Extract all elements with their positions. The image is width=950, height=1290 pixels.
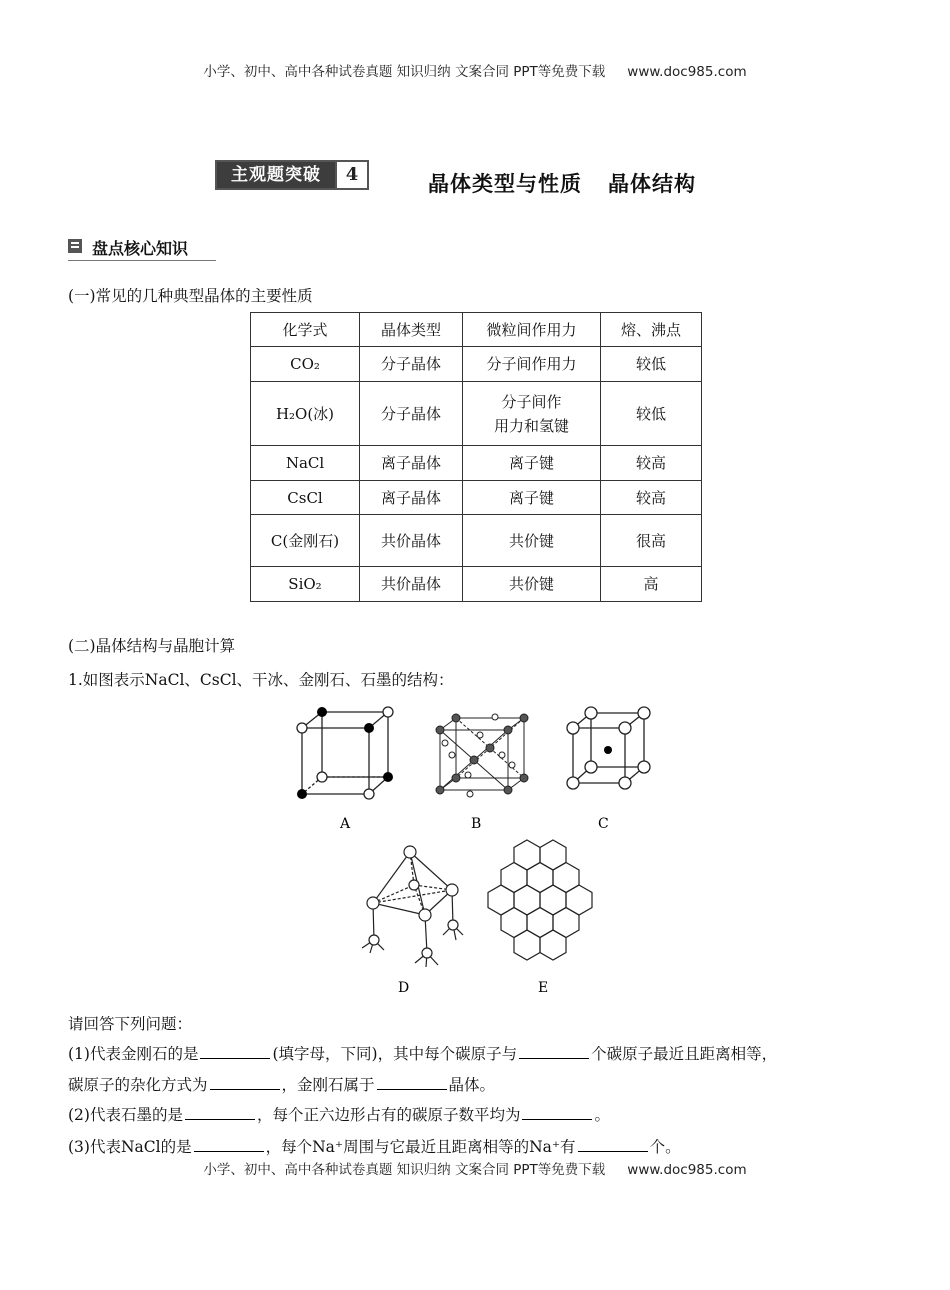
question-1-line1 [68,1042,777,1064]
title-part1: 晶体类型与性质 [428,172,582,196]
q1-text-d: 碳原子的杂化方式为 [68,1076,208,1094]
cell-type: 分子晶体 [360,382,463,446]
cell-mp: 较低 [601,347,702,382]
q1-text-f: 晶体。 [448,1076,496,1094]
part1-heading: (一)常见的几种典型晶体的主要性质 [68,287,313,305]
page-title [428,168,696,198]
answer-blank-q2-1[interactable] [185,1105,255,1120]
cell-force: 共价键 [463,567,601,602]
answer-blank-q2-2[interactable] [522,1105,592,1120]
cell-force: 离子键 [463,446,601,481]
cell-type: 离子晶体 [360,446,463,481]
label-b: B [471,816,482,832]
table-row [251,567,702,602]
section-label: 盘点核心知识 [92,239,189,258]
cell-force [463,382,601,446]
cell-mp: 较低 [601,382,702,446]
question-3 [68,1135,681,1157]
cell-formula: SiO₂ [251,567,360,602]
badge-label: 主观题突破 [217,162,335,188]
hexagon-ring [514,840,540,870]
hexagon-ring [566,885,592,915]
table-row [251,382,702,446]
table-row [251,515,702,567]
title-part2: 晶体结构 [608,172,696,196]
structure-e [488,840,592,960]
cell-force: 离子键 [463,481,601,515]
cell-type: 共价晶体 [360,515,463,567]
cell-force: 分子间作用力 [463,347,601,382]
header-force: 微粒间作用力 [463,313,601,347]
cell-formula: CO₂ [251,347,360,382]
structure-c [567,707,650,789]
q2-text-c: 。 [594,1106,610,1124]
crystal-structures-figure [280,695,680,1005]
label-c: C [598,816,609,832]
cell-force-line2: 用力和氢键 [493,416,569,435]
cell-force: 共价键 [463,515,601,567]
answer-blank-q3-1[interactable] [194,1137,264,1152]
q3-text-a: (3)代表NaCl的是 [68,1138,192,1156]
answer-blank-q1-1[interactable] [200,1044,270,1059]
q2-text-b: ，每个正六边形占有的碳原子数平均为 [256,1106,521,1124]
part2-heading: (二)晶体结构与晶胞计算 [68,637,236,655]
hexagon-ring [514,885,540,915]
hexagon-ring [488,885,514,915]
cell-type: 离子晶体 [360,481,463,515]
hexagon-ring [501,908,527,938]
cell-type: 共价晶体 [360,567,463,602]
header-melting-point: 熔、沸点 [601,313,702,347]
cell-formula: NaCl [251,446,360,481]
question-1-line2 [68,1073,495,1095]
answer-blank-q1-2[interactable] [519,1044,589,1059]
header-crystal-type: 晶体类型 [360,313,463,347]
hexagon-ring [540,930,566,960]
header-formula: 化学式 [251,313,360,347]
hexagon-ring [553,908,579,938]
cell-mp: 较高 [601,446,702,481]
document-icon [68,239,82,253]
hexagon-ring [501,863,527,893]
answer-blank-q1-4[interactable] [377,1075,447,1090]
footer-text: 小学、初中、高中各种试卷真题 知识归纳 文案合同 PPT等免费下载 [203,1162,606,1178]
label-e: E [538,980,549,996]
hexagon-ring [527,908,553,938]
cell-formula: H₂O(冰) [251,382,360,446]
q1-text-a: (1)代表金刚石的是 [68,1045,199,1063]
label-d: D [398,980,410,996]
section-heading [68,236,216,261]
hexagon-ring [540,840,566,870]
footer-url[interactable]: www.doc985.com [627,1162,747,1178]
q1-text-c: 个碳原子最近且距离相等， [591,1045,778,1063]
header-text: 小学、初中、高中各种试卷真题 知识归纳 文案合同 PPT等免费下载 [203,64,606,80]
cell-formula: C(金刚石) [251,515,360,567]
q2-text-a: (2)代表石墨的是 [68,1106,183,1124]
table-row [251,446,702,481]
hexagon-ring [527,863,553,893]
cell-mp: 很高 [601,515,702,567]
cell-mp: 高 [601,567,702,602]
answer-blank-q3-2[interactable] [578,1137,648,1152]
page-header [0,60,950,80]
hexagon-ring [514,930,540,960]
header-url[interactable]: www.doc985.com [627,64,747,80]
badge-number: 4 [335,162,367,188]
structure-d [362,846,463,967]
question1-intro: 1.如图表示NaCl、CsCl、干冰、金刚石、石墨的结构： [68,671,454,689]
q1-text-b: (填字母，下同)，其中每个碳原子与 [272,1045,518,1063]
cell-force-line1: 分子间作 [501,392,562,411]
structure-b [436,714,528,797]
hexagon-ring [553,863,579,893]
topic-badge [215,160,369,190]
cell-formula: CsCl [251,481,360,515]
structure-a [297,707,393,799]
hexagon-ring [540,885,566,915]
table-row [251,481,702,515]
prompt-text: 请回答下列问题： [68,1015,193,1033]
crystal-properties-table [250,312,702,602]
q3-text-c: 个。 [649,1138,681,1156]
table-row [251,347,702,382]
cell-mp: 较高 [601,481,702,515]
answer-blank-q1-3[interactable] [210,1075,280,1090]
page-footer [0,1158,950,1178]
q3-text-b: ，每个Na⁺周围与它最近且距离相等的Na⁺有 [265,1138,576,1156]
label-a: A [340,816,351,832]
q1-text-e: ，金刚石属于 [281,1076,375,1094]
question-2 [68,1103,610,1125]
cell-type: 分子晶体 [360,347,463,382]
